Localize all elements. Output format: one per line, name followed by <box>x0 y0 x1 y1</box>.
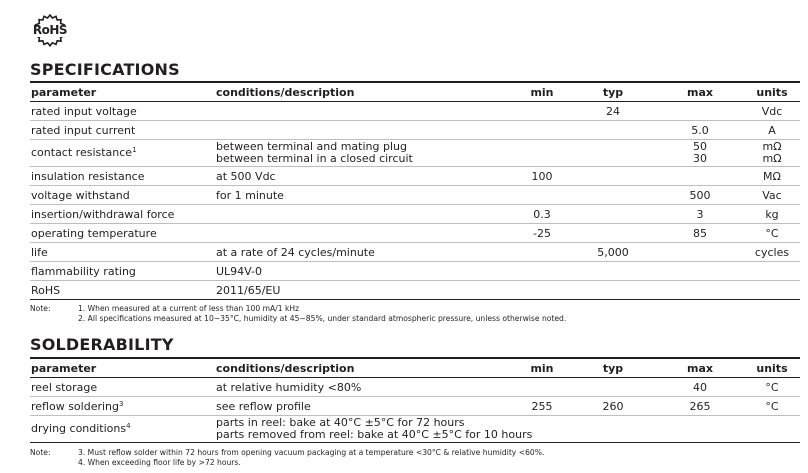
note-2: 2. All specifications measured at 10~35°C, humidity at 45~85%, under standard atmospheric pressure, unless otherwise noted. <box>78 314 567 323</box>
table-row <box>30 167 800 186</box>
column-header-min: min <box>514 358 570 378</box>
cell-conditions <box>215 378 514 397</box>
table-header-row <box>30 358 800 378</box>
cell-conditions <box>215 102 514 121</box>
cell-conditions <box>215 186 514 205</box>
table-header-row <box>30 82 800 102</box>
cell-max <box>656 167 744 186</box>
cell-conditions <box>215 243 514 262</box>
cell-units: cycles <box>744 243 800 262</box>
condition-text: parts in reel: bake at 40°C ±5°C for 72 hours <box>216 416 465 429</box>
column-header-conditions: conditions/description <box>215 82 514 102</box>
parameter-label: flammability rating <box>31 264 136 278</box>
condition-text: see reflow profile <box>216 399 311 413</box>
cell-conditions <box>215 205 514 224</box>
cell-typ <box>570 121 656 140</box>
cell-min: 255 <box>514 397 570 416</box>
condition-text: at a rate of 24 cycles/minute <box>216 245 375 259</box>
cell-parameter <box>30 224 215 243</box>
cell-conditions <box>215 121 514 140</box>
parameter-label: life <box>31 245 48 259</box>
cell-typ <box>570 262 656 281</box>
parameter-label: reflow soldering <box>31 399 119 413</box>
condition-text: parts removed from reel: bake at 40°C ±5°C for 10 hours <box>216 428 533 441</box>
cell-parameter <box>30 186 215 205</box>
max-value: 50 <box>693 140 707 153</box>
cell-max: 265 <box>656 397 744 416</box>
footnote-ref: 3 <box>119 399 124 408</box>
table-row <box>30 205 800 224</box>
column-header-min: min <box>514 82 570 102</box>
cell-conditions <box>215 167 514 186</box>
parameter-label: drying conditions <box>31 422 127 435</box>
cell-typ <box>570 205 656 224</box>
cell-min <box>514 262 570 281</box>
notes-label: Note: <box>30 304 51 313</box>
cell-parameter <box>30 262 215 281</box>
column-header-parameter: parameter <box>30 358 215 378</box>
parameter-label: rated input current <box>31 123 136 137</box>
condition-text: UL94V-0 <box>216 264 263 278</box>
cell-units: °C <box>744 378 800 397</box>
table-row <box>30 378 800 397</box>
cell-parameter <box>30 378 215 397</box>
cell-units: °C <box>744 224 800 243</box>
condition-text: between terminal and mating plug <box>216 140 407 153</box>
cell-max: 5.0 <box>656 121 744 140</box>
cell-typ <box>570 416 656 443</box>
cell-max: 85 <box>656 224 744 243</box>
cell-min <box>514 186 570 205</box>
cell-typ <box>570 186 656 205</box>
cell-parameter <box>30 205 215 224</box>
cell-typ <box>570 224 656 243</box>
condition-text: 2011/65/EU <box>216 283 281 297</box>
footnote-ref: 4 <box>126 422 131 430</box>
cell-units: kg <box>744 205 800 224</box>
cell-typ <box>570 378 656 397</box>
column-header-conditions: conditions/description <box>215 358 514 378</box>
footnote-ref: 1 <box>132 146 137 154</box>
column-header-typ: typ <box>570 358 656 378</box>
condition-text: at relative humidity <80% <box>216 380 362 394</box>
cell-max <box>656 416 744 443</box>
table-row <box>30 243 800 262</box>
section-title-specifications: SPECIFICATIONS <box>30 60 180 79</box>
table-row <box>30 281 800 300</box>
parameter-label: insulation resistance <box>31 169 145 183</box>
cell-max <box>656 243 744 262</box>
cell-typ: 5,000 <box>570 243 656 262</box>
cell-typ <box>570 281 656 300</box>
cell-min: 100 <box>514 167 570 186</box>
condition-text: at 500 Vdc <box>216 169 276 183</box>
cell-max: 500 <box>656 186 744 205</box>
parameter-label: reel storage <box>31 380 98 394</box>
cell-typ <box>570 140 656 167</box>
condition-text: for 1 minute <box>216 188 284 202</box>
cell-units: MΩ <box>744 167 800 186</box>
condition-text: between terminal in a closed circuit <box>216 152 413 165</box>
column-header-max: max <box>656 82 744 102</box>
table-row <box>30 416 800 443</box>
table-row <box>30 121 800 140</box>
units-value: mΩ <box>762 152 782 165</box>
parameter-label: contact resistance <box>31 146 133 159</box>
table-row <box>30 262 800 281</box>
cell-parameter <box>30 243 215 262</box>
specifications-table <box>30 81 800 300</box>
column-header-units: units <box>744 358 800 378</box>
cell-units <box>744 416 800 443</box>
parameter-label: rated input voltage <box>31 104 137 118</box>
cell-units: Vac <box>744 186 800 205</box>
section-title-solderability: SOLDERABILITY <box>30 335 174 354</box>
cell-units: A <box>744 121 800 140</box>
cell-conditions <box>215 281 514 300</box>
parameter-label: RoHS <box>31 283 61 297</box>
parameter-label: voltage withstand <box>31 188 130 202</box>
notes-label: Note: <box>30 448 51 457</box>
cell-min <box>514 281 570 300</box>
table-row <box>30 140 800 167</box>
rohs-logo-text: RoHS <box>32 23 68 37</box>
cell-conditions <box>215 397 514 416</box>
cell-max <box>656 281 744 300</box>
cell-max <box>656 262 744 281</box>
table-row <box>30 102 800 121</box>
cell-max: 3 <box>656 205 744 224</box>
cell-units <box>744 140 800 167</box>
cell-conditions <box>215 262 514 281</box>
cell-typ: 24 <box>570 102 656 121</box>
cell-conditions <box>215 224 514 243</box>
cell-parameter <box>30 102 215 121</box>
cell-min <box>514 140 570 167</box>
note-3: 3. Must reflow solder within 72 hours from opening vacuum packaging at a temperature <30°C & relative humidity <60%. <box>78 448 545 457</box>
cell-parameter <box>30 397 215 416</box>
cell-units: °C <box>744 397 800 416</box>
column-header-typ: typ <box>570 82 656 102</box>
cell-parameter <box>30 140 215 167</box>
table-row <box>30 397 800 416</box>
cell-units: Vdc <box>744 102 800 121</box>
solderability-table <box>30 357 800 443</box>
cell-conditions <box>215 416 533 443</box>
cell-parameter <box>30 121 215 140</box>
parameter-label: operating temperature <box>31 226 157 240</box>
cell-conditions <box>215 140 514 167</box>
cell-max: 40 <box>656 378 744 397</box>
cell-typ: 260 <box>570 397 656 416</box>
table-row <box>30 224 800 243</box>
cell-min: 0.3 <box>514 205 570 224</box>
table-row <box>30 186 800 205</box>
cell-units <box>744 281 800 300</box>
column-header-units: units <box>744 82 800 102</box>
cell-units <box>744 262 800 281</box>
note-1: 1. When measured at a current of less than 100 mA/1 kHz <box>78 304 300 313</box>
units-value: mΩ <box>762 140 782 153</box>
cell-parameter <box>30 281 215 300</box>
cell-min <box>514 378 570 397</box>
cell-min <box>514 121 570 140</box>
note-4: 4. When exceeding floor life by >72 hours. <box>78 458 241 467</box>
max-value: 30 <box>693 152 707 165</box>
cell-max <box>656 140 744 167</box>
cell-parameter <box>30 167 215 186</box>
column-header-parameter: parameter <box>30 82 215 102</box>
cell-typ <box>570 167 656 186</box>
cell-min <box>514 102 570 121</box>
cell-parameter <box>30 416 215 443</box>
column-header-max: max <box>656 358 744 378</box>
parameter-label: insertion/withdrawal force <box>31 207 175 221</box>
cell-min <box>514 243 570 262</box>
cell-min: -25 <box>514 224 570 243</box>
cell-max <box>656 102 744 121</box>
